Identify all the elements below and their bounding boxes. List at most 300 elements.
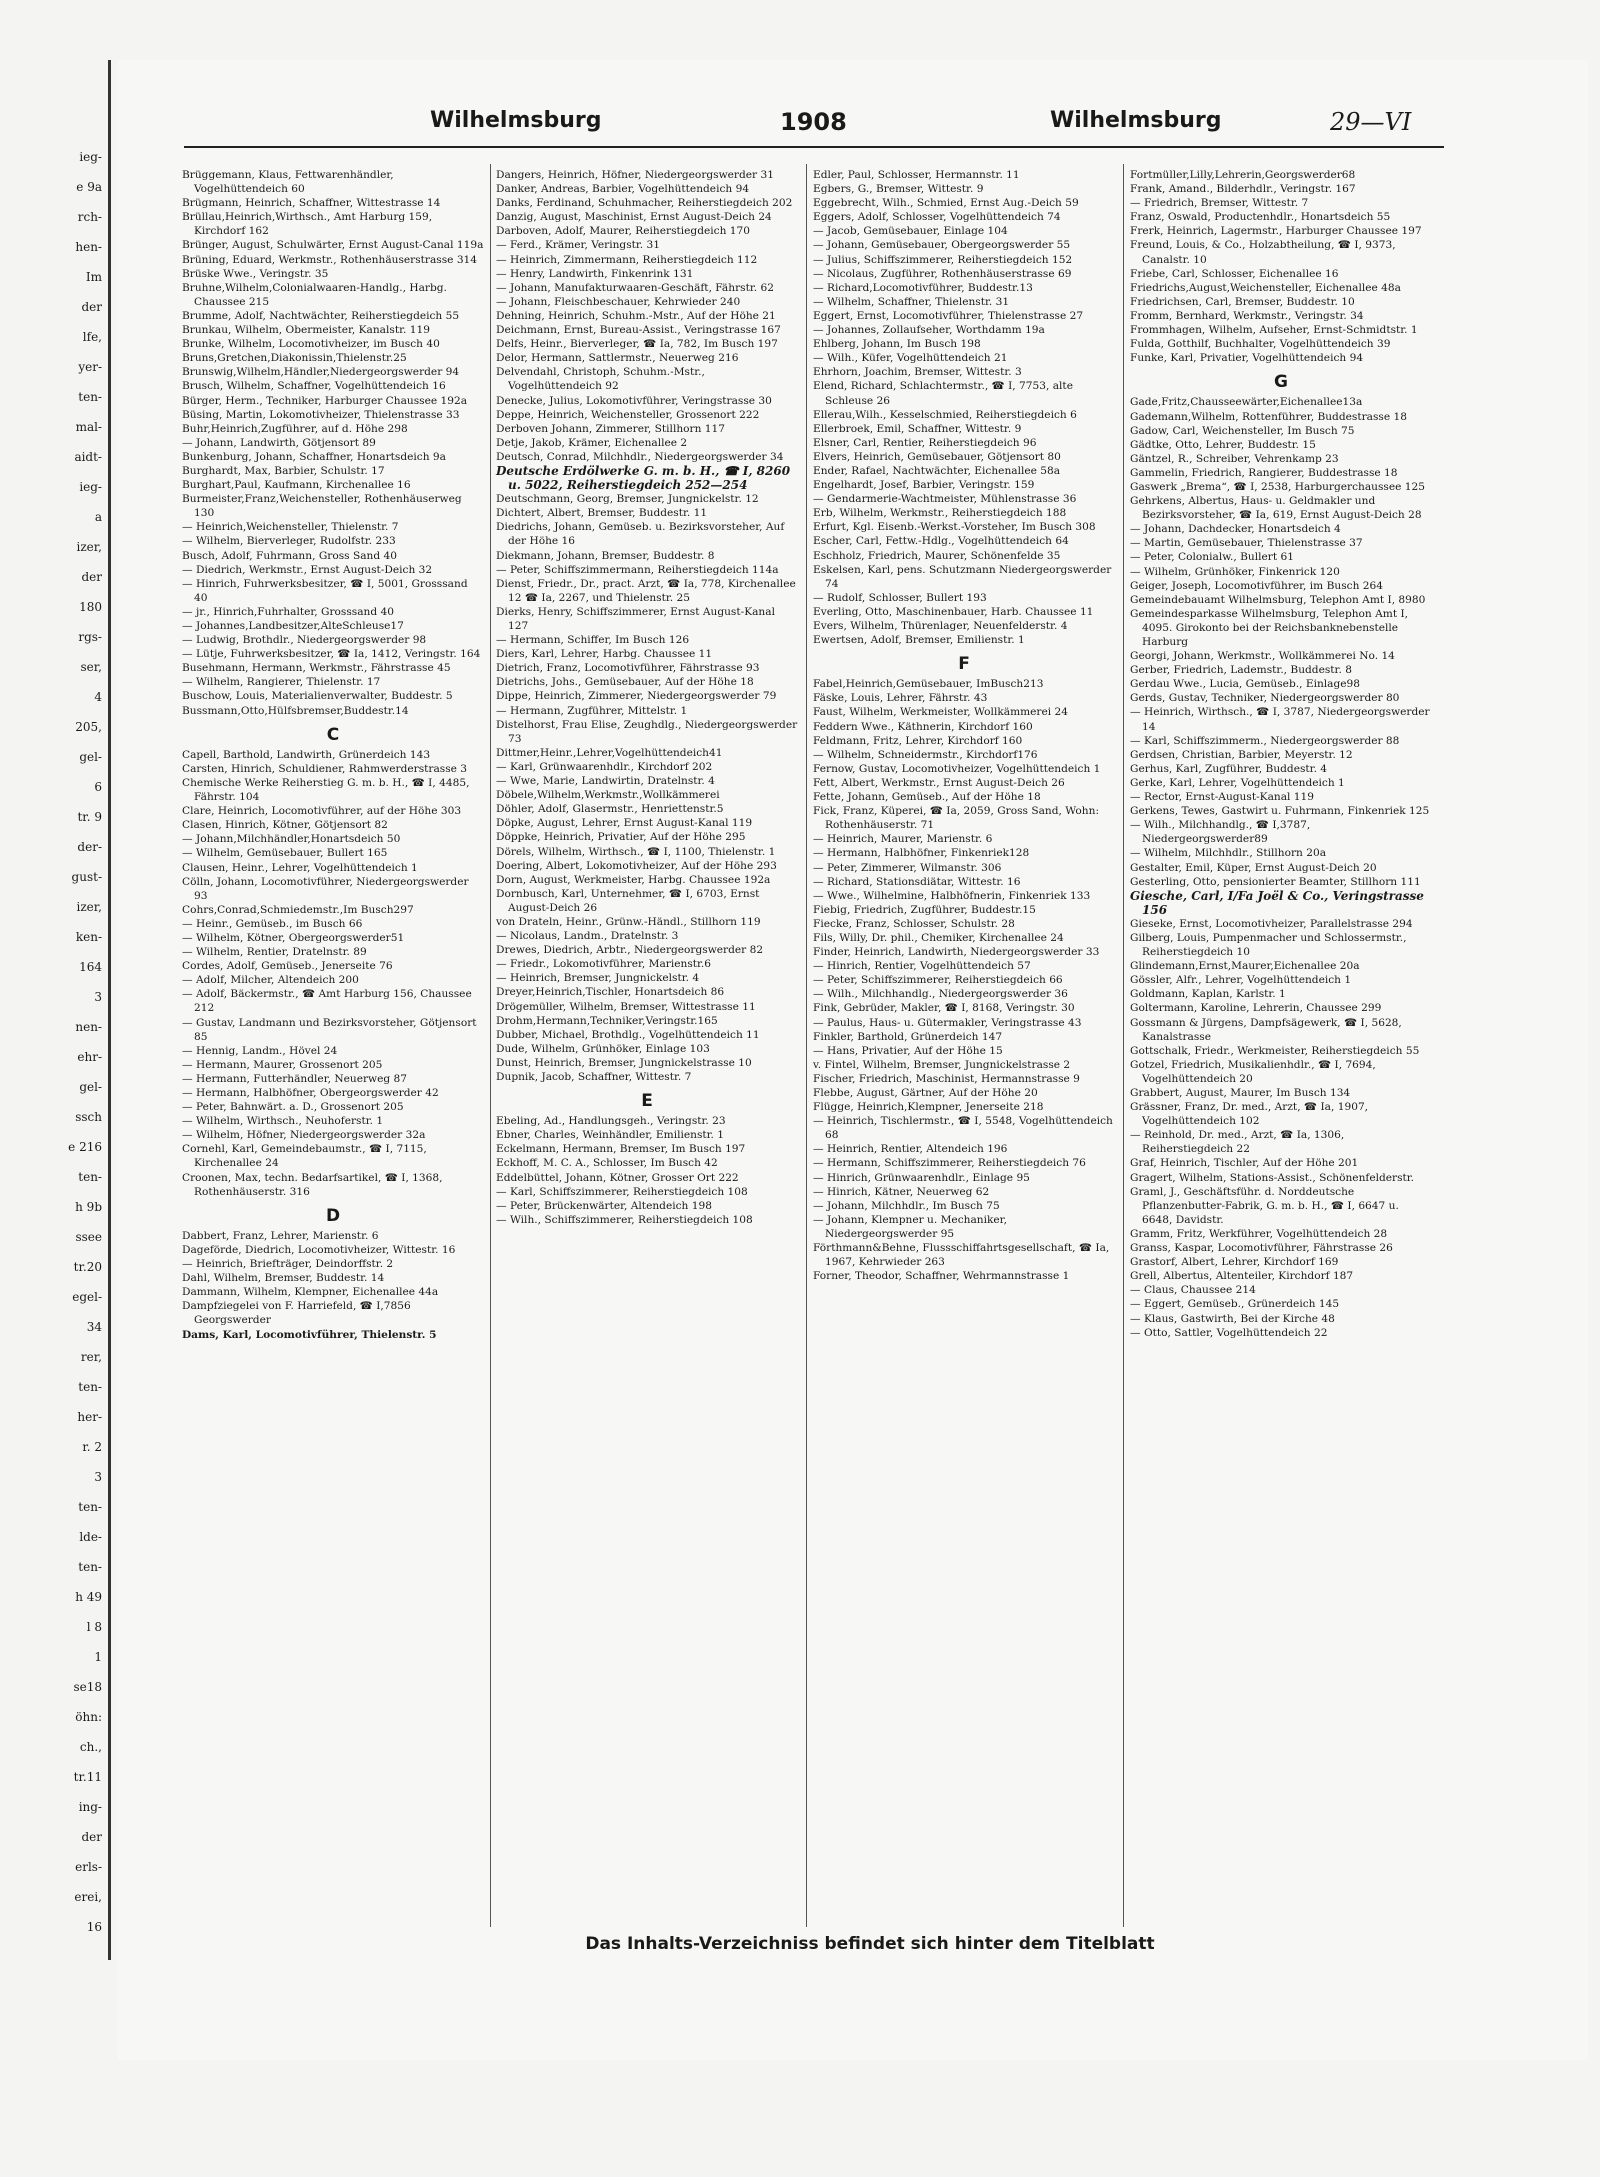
directory-entry: — Ludwig, Brothdlr., Niedergeorgswerder 98	[182, 634, 427, 647]
directory-entry: Delfs, Heinr., Bierverleger, ☎ Ia, 782, Im Busch 197	[496, 338, 778, 351]
directory-entry: — Wilhelm, Schneidermstr., Kirchdorf176	[813, 748, 1038, 761]
margin-fragment: erei,	[74, 1890, 102, 1904]
directory-entry: Elvers, Heinrich, Gemüsebauer, Götjensort 80	[813, 450, 1061, 463]
margin-fragment: a	[94, 510, 102, 524]
directory-entry: — Wilhelm, Grünhöker, Finkenrick 120	[1130, 565, 1340, 578]
directory-entry: — Hermann, Maurer, Grossenort 205	[182, 1058, 383, 1071]
directory-entry: Dageförde, Diedrich, Locomotivheizer, Wittestr. 16	[182, 1243, 456, 1256]
directory-entry: Burmeister,Franz,Weichensteller, Rothenhäuserweg 130	[182, 493, 462, 520]
margin-fragment: yer-	[78, 360, 102, 374]
directory-entry: — Richard, Stationsdiätar, Wittestr. 16	[813, 875, 1021, 888]
directory-entry: — Adolf, Milcher, Altendeich 200	[182, 974, 359, 987]
running-header	[180, 108, 1450, 142]
directory-entry: — Johannes,Landbesitzer,AlteSchleuse17	[182, 620, 404, 632]
directory-entry: Ellerau,Wilh., Kesselschmied, Reiherstiegdeich 6	[813, 408, 1077, 421]
directory-entry: — Heinrich, Briefträger, Deindorffstr. 2	[182, 1258, 394, 1271]
directory-entry: — Hermann, Schiffer, Im Busch 126	[496, 634, 690, 647]
directory-entry: Goltermann, Karoline, Lehrerin, Chaussee 299	[1130, 1002, 1382, 1015]
margin-fragment: ehr-	[77, 1050, 102, 1064]
margin-fragment: 34	[86, 1320, 102, 1334]
directory-entry: Fromm, Bernhard, Werkmstr., Veringstr. 34	[1130, 309, 1364, 322]
directory-entry: Flügge, Heinrich,Klempner, Jenerseite 218	[813, 1101, 1044, 1114]
directory-entry: Brusch, Wilhelm, Schaffner, Vogelhüttendeich 16	[182, 380, 446, 393]
directory-entry: — Heinrich,Weichensteller, Thielenstr. 7	[182, 521, 399, 534]
directory-entry: — Eggert, Gemüseb., Grünerdeich 145	[1130, 1298, 1340, 1311]
directory-entry: — Rudolf, Schlosser, Bullert 193	[813, 591, 987, 604]
directory-entry: Funke, Karl, Privatier, Vogelhüttendeich 94	[1130, 352, 1364, 365]
directory-entry: Ehlberg, Johann, Im Busch 198	[813, 338, 981, 351]
column-1	[182, 168, 484, 1342]
directory-entry: Cohrs,Conrad,Schmiedemstr.,Im Busch297	[182, 903, 414, 916]
directory-entry: Gäntzel, R., Schreiber, Vehrenkamp 23	[1130, 452, 1339, 465]
directory-entry: — Heinrich, Rentier, Altendeich 196	[813, 1143, 1008, 1156]
directory-entry: Denecke, Julius, Lokomotivführer, Veringstrasse 30	[496, 394, 772, 407]
directory-entry: Bürger, Herm., Techniker, Harburger Chaussee 192a	[182, 394, 468, 407]
directory-entry: Drohm,Hermann,Techniker,Veringstr.165	[496, 1014, 718, 1027]
margin-fragment: 1	[94, 1650, 102, 1664]
directory-entry: Diedrichs, Johann, Gemüseb. u. Bezirksvorsteher, Auf der Höhe 16	[496, 521, 785, 548]
directory-entry: Brunswig,Wilhelm,Händler,Niedergeorgswerder 94	[182, 366, 460, 379]
directory-entry: Dierks, Henry, Schiffszimmerer, Ernst August-Kanal 127	[496, 605, 775, 632]
margin-fragment: tr.11	[73, 1770, 102, 1784]
directory-entry: Buhr,Heinrich,Zugführer, auf d. Höhe 298	[182, 422, 408, 435]
directory-entry: Goldmann, Kaplan, Karlstr. 1	[1130, 988, 1286, 1001]
directory-entry: Fäske, Louis, Lehrer, Fährstr. 43	[813, 692, 988, 705]
directory-entry: — Karl, Grünwaarenhdlr., Kirchdorf 202	[496, 760, 713, 773]
directory-entry: Deichmann, Ernst, Bureau-Assist., Veringstrasse 167	[496, 324, 781, 337]
directory-entry: — Johannes, Zollaufseher, Worthdamm 19a	[813, 324, 1045, 337]
directory-entry: Bruns,Gretchen,Diakonissin,Thielenstr.25	[182, 352, 407, 365]
margin-fragment: gel-	[79, 750, 102, 764]
directory-entry: Eddelbüttel, Johann, Kötner, Grosser Ort 222	[496, 1171, 739, 1184]
margin-fragment: ssee	[75, 1230, 102, 1244]
directory-entry: Dunst, Heinrich, Bremser, Jungnickelstrasse 10	[496, 1056, 752, 1069]
column-divider	[1123, 164, 1124, 1927]
directory-entry: Brüning, Eduard, Werkmstr., Rothenhäuserstrasse 314	[182, 253, 478, 266]
directory-entry: Egbers, G., Bremser, Wittestr. 9	[813, 183, 984, 196]
directory-entry: Gemeindebauamt Wilhelmsburg, Telephon Amt I, 8980	[1130, 593, 1426, 606]
directory-entry: Erfurt, Kgl. Eisenb.-Werkst.-Vorsteher, Im Busch 308	[813, 521, 1096, 534]
directory-entry: — Wilh., Milchhandlg., ☎ I,3787, Niedergeorgswerder89	[1130, 819, 1311, 846]
directory-entry: — Peter, Bahnwärt. a. D., Grossenort 205	[182, 1101, 404, 1114]
margin-fragment: lde-	[79, 1530, 102, 1544]
directory-entry: Brünger, August, Schulwärter, Ernst August-Canal 119a	[182, 239, 484, 252]
directory-entry: Engelhardt, Josef, Barbier, Veringstr. 159	[813, 479, 1035, 492]
header-town-left: Wilhelmsburg	[430, 108, 602, 133]
directory-entry: Derboven Johann, Zimmerer, Stillhorn 117	[496, 422, 726, 435]
margin-fragment: h 49	[75, 1590, 102, 1604]
margin-fragment: 3	[94, 1470, 102, 1484]
directory-entry: — Heinrich, Bremser, Jungnickelstr. 4	[496, 972, 700, 985]
directory-entry: Fette, Johann, Gemüseb., Auf der Höhe 18	[813, 791, 1041, 804]
directory-entry: Brüllau,Heinrich,Wirthsch., Amt Harburg 159, Kirchdorf 162	[182, 211, 433, 238]
directory-entry: Cölln, Johann, Locomotivführer, Niedergeorgswerder 93	[182, 875, 469, 902]
directory-entry: Gerber, Friedrich, Lademstr., Buddestr. 8	[1130, 664, 1352, 677]
margin-fragment: ssch	[75, 1110, 102, 1124]
directory-entry: Gerhus, Karl, Zugführer, Buddestr. 4	[1130, 762, 1328, 775]
directory-entry: Dahl, Wilhelm, Bremser, Buddestr. 14	[182, 1272, 385, 1285]
directory-entry: Dippe, Heinrich, Zimmerer, Niedergeorgswerder 79	[496, 690, 777, 703]
margin-fragment: der-	[77, 840, 102, 854]
margin-fragment: 164	[79, 960, 102, 974]
directory-entry: Eschholz, Friedrich, Maurer, Schönenfelde 35	[813, 549, 1061, 562]
directory-entry: — Wilhelm, Bierverleger, Rudolfstr. 233	[182, 535, 396, 548]
margin-fragment: ch.,	[79, 1740, 102, 1754]
margin-fragment: hen-	[75, 240, 102, 254]
directory-entry: — Karl, Schiffszimmerm., Niedergeorgswerder 88	[1130, 734, 1400, 747]
directory-entry: Förthmann&Behne, Flussschiffahrtsgesellschaft, ☎ Ia, 1967, Kehrwieder 263	[813, 1242, 1110, 1269]
directory-entry: Ewertsen, Adolf, Bremser, Emilienstr. 1	[813, 634, 1025, 647]
directory-entry: Franz, Oswald, Productenhdlr., Honartsdeich 55	[1130, 211, 1391, 224]
directory-entry: Dammann, Wilhelm, Klempner, Eichenallee 44a	[182, 1286, 439, 1299]
margin-fragment: ten-	[78, 1380, 102, 1394]
directory-entry: — jr., Hinrich,Fuhrhalter, Grosssand 40	[182, 605, 395, 618]
directory-entry: Friedrichsen, Carl, Bremser, Buddestr. 10	[1130, 295, 1355, 308]
directory-entry: — Hinrich, Kätner, Neuerweg 62	[813, 1185, 990, 1198]
directory-entry: Georgi, Johann, Werkmstr., Wollkämmerei No. 14	[1130, 650, 1395, 663]
directory-entry: Fick, Franz, Küperei, ☎ Ia, 2059, Gross Sand, Wohn: Rothenhäuserstr. 71	[813, 805, 1100, 832]
directory-entry: Grabbert, August, Maurer, Im Busch 134	[1130, 1087, 1351, 1099]
directory-entry: Grässner, Franz, Dr. med., Arzt, ☎ Ia, 1907, Vogelhüttendeich 102	[1130, 1101, 1369, 1128]
directory-entry: Gaswerk „Brema“, ☎ I, 2538, Harburgerchaussee 125	[1130, 480, 1425, 493]
directory-entry: Friedrichs,August,Weichensteller, Eichenallee 48a	[1130, 281, 1401, 294]
directory-entry: Gilberg, Louis, Pumpenmacher und Schlossermstr., Reiherstiegdeich 10	[1130, 931, 1407, 959]
directory-entry: Escher, Carl, Fettw.-Hdlg., Vogelhüttendeich 64	[813, 535, 1069, 548]
directory-entry: — Hermann, Futterhändler, Neuerweg 87	[182, 1072, 407, 1085]
margin-fragment: der	[81, 1830, 102, 1844]
directory-entry: von Drateln, Heinr., Grünw.-Händl., Stillhorn 119	[496, 915, 761, 928]
directory-entry: Eckhoff, M. C. A., Schlosser, Im Busch 42	[496, 1157, 718, 1170]
directory-entry: — Johann, Fleischbeschauer, Kehrwieder 240	[496, 295, 741, 308]
margin-fragment: her-	[77, 1410, 102, 1424]
directory-entry: Gesterling, Otto, pensionierter Beamter, Stillhorn 111	[1130, 875, 1421, 888]
margin-fragment: mal-	[75, 420, 102, 434]
letter-heading: G	[1274, 372, 1288, 393]
directory-entry: Edler, Paul, Schlosser, Hermannstr. 11	[813, 169, 1020, 181]
directory-entry: Bussmann,Otto,Hülfsbremser,Buddestr.14	[182, 704, 409, 717]
directory-entry: Dubber, Michael, Brothdlg., Vogelhüttendeich 11	[496, 1028, 760, 1041]
directory-entry: — Peter, Schiffszimmermann, Reiherstiegdeich 114a	[496, 563, 779, 576]
directory-entry: — Johann, Dachdecker, Honartsdeich 4	[1130, 523, 1341, 536]
directory-entry: Eggers, Adolf, Schlosser, Vogelhüttendeich 74	[813, 211, 1061, 224]
directory-entry: — Heinrich, Tischlermstr., ☎ I, 5548, Vogelhüttendeich 68	[813, 1115, 1113, 1142]
directory-entry: — Johann, Milchhdlr., Im Busch 75	[813, 1199, 1000, 1212]
margin-fragment: tr. 9	[77, 810, 102, 824]
directory-entry: Graml, J., Geschäftsführ. d. Norddeutsche Pflanzenbutter-Fabrik, G. m. b. H., ☎ I, 6647 u. 6648, Davidstr.	[1130, 1185, 1399, 1226]
margin-fragment: öhn:	[75, 1710, 102, 1724]
margin-fragment: aidt-	[74, 450, 102, 464]
directory-entry: Dampfziegelei von F. Harriefeld, ☎ I,7856 Georgswerder	[182, 1300, 411, 1327]
margin-fragment: 180	[79, 600, 102, 614]
directory-entry: — Hermann, Halbhöfner, Obergeorgswerder 42	[182, 1087, 439, 1099]
margin-fragment: tr.20	[73, 1260, 102, 1274]
directory-entry: Ellerbroek, Emil, Schaffner, Wittestr. 9	[813, 422, 1022, 435]
margin-fragment: ing-	[78, 1800, 102, 1814]
directory-entry: Dienst, Friedr., Dr., pract. Arzt, ☎ Ia, 778, Kirchenallee 12 ☎ Ia, 2267, und Thielenstr. 25	[496, 577, 796, 604]
directory-entry: Cordes, Adolf, Gemüseb., Jenerseite 76	[182, 960, 393, 973]
directory-entry: Delor, Hermann, Sattlermstr., Neuerweg 216	[496, 352, 739, 365]
directory-entry: Dittmer,Heinr.,Lehrer,Vogelhüttendeich41	[496, 746, 723, 759]
directory-entry: — Otto, Sattler, Vogelhüttendeich 22	[1130, 1326, 1328, 1339]
margin-fragment: 16	[86, 1920, 102, 1934]
directory-entry: Deppe, Heinrich, Weichensteller, Grossenort 222	[496, 408, 760, 421]
directory-entry: Burghart,Paul, Kaufmann, Kirchenallee 16	[182, 479, 411, 492]
directory-entry: Detje, Jakob, Krämer, Eichenallee 2	[496, 436, 688, 449]
margin-fragment: ten-	[78, 390, 102, 404]
directory-entry: Feddern Wwe., Käthnerin, Kirchdorf 160	[813, 720, 1033, 733]
directory-entry: Gädtke, Otto, Lehrer, Buddestr. 15	[1130, 438, 1316, 451]
directory-entry: Ebeling, Ad., Handlungsgeh., Veringstr. 23	[496, 1115, 726, 1128]
directory-entry: Gerdsen, Christian, Barbier, Meyerstr. 12	[1130, 748, 1353, 761]
directory-entry: — Paulus, Haus- u. Gütermakler, Veringstrasse 43	[813, 1016, 1082, 1029]
directory-entry: Bruhne,Wilhelm,Colonialwaaren-Handlg., Harbg. Chaussee 215	[182, 281, 447, 308]
directory-entry: Danks, Ferdinand, Schuhmacher, Reiherstiegdeich 202	[496, 197, 793, 210]
directory-entry: Dams, Karl, Locomotivführer, Thielenstr. 5	[182, 1328, 437, 1341]
directory-entry: Darboven, Adolf, Maurer, Reiherstiegdeich 170	[496, 225, 750, 238]
directory-entry: — Wwe., Wilhelmine, Halbhöfnerin, Finkenriek 133	[813, 889, 1091, 902]
directory-entry: — Wilhelm, Höfner, Niedergeorgswerder 32a	[182, 1129, 426, 1142]
margin-fragment: gel-	[79, 1080, 102, 1094]
directory-entry: Gossmann & Jürgens, Dampfsägewerk, ☎ I, 5628, Kanalstrasse	[1130, 1016, 1402, 1043]
letter-heading: F	[958, 654, 970, 675]
directory-entry: Feldmann, Fritz, Lehrer, Kirchdorf 160	[813, 734, 1023, 747]
directory-entry: Brunkau, Wilhelm, Obermeister, Kanalstr. 119	[182, 324, 430, 337]
margin-fragment: ten-	[78, 1170, 102, 1184]
directory-entry: — Wilh., Milchhandlg., Niedergeorgswerder 36	[813, 988, 1068, 1001]
margin-fragment: der	[81, 300, 102, 314]
directory-entry: Döppke, Heinrich, Privatier, Auf der Höhe 295	[496, 831, 746, 844]
directory-entry: — Ferd., Krämer, Veringstr. 31	[496, 239, 661, 252]
directory-entry: Busehmann, Hermann, Werkmstr., Fährstrasse 45	[182, 662, 451, 675]
directory-entry: Capell, Barthold, Landwirth, Grünerdeich 143	[182, 748, 431, 761]
margin-fragment: rch-	[77, 210, 102, 224]
directory-entry: — Peter, Zimmerer, Wilmanstr. 306	[813, 861, 1002, 874]
directory-entry: — Henry, Landwirth, Finkenrink 131	[496, 267, 694, 280]
directory-entry: — Hinrich, Rentier, Vogelhüttendeich 57	[813, 960, 1031, 973]
directory-entry: Fiebig, Friedrich, Zugführer, Buddestr.15	[813, 903, 1036, 916]
directory-entry: — Heinrich, Wirthsch., ☎ I, 3787, Niedergeorgswerder 14	[1130, 706, 1430, 733]
letter-heading: C	[326, 724, 340, 745]
directory-entry: — Wilhelm, Wirthsch., Neuhoferstr. 1	[182, 1115, 384, 1128]
directory-entry: — Hennig, Landm., Hövel 24	[182, 1044, 338, 1057]
directory-entry: Fulda, Gotthilf, Buchhalter, Vogelhüttendeich 39	[1130, 338, 1391, 351]
margin-fragment: ten-	[78, 1500, 102, 1514]
directory-entry: Gerke, Karl, Lehrer, Vogelhüttendeich 1	[1130, 776, 1345, 789]
directory-entry: Döbele,Wilhelm,Werkmstr.,Wollkämmerei	[496, 789, 720, 802]
directory-entry: — Wilh., Schiffszimmerer, Reiherstiegdeich 108	[496, 1213, 753, 1226]
directory-entry: Gerdau Wwe., Lucia, Gemüseb., Einlage98	[1130, 678, 1361, 691]
directory-entry: Graf, Heinrich, Tischler, Auf der Höhe 201	[1130, 1157, 1359, 1170]
directory-entry: Gieseke, Ernst, Locomotivheizer, Parallelstrasse 294	[1130, 917, 1413, 930]
directory-entry: Dörels, Wilhelm, Wirthsch., ☎ I, 1100, Thielenstr. 1	[496, 845, 776, 858]
directory-entry: Everling, Otto, Maschinenbauer, Harb. Chaussee 11	[813, 605, 1094, 618]
directory-entry: Finkler, Barthold, Grünerdeich 147	[813, 1030, 1003, 1043]
directory-entry: — Gustav, Landmann und Bezirksvorsteher, Götjensort 85	[182, 1016, 477, 1043]
margin-fragment: h 9b	[75, 1200, 102, 1214]
directory-entry: — Diedrich, Werkmstr., Ernst August-Deich 32	[182, 563, 433, 576]
footer-notice: Das Inhalts-Verzeichniss befindet sich hinter dem Titelblatt	[585, 1934, 1155, 1954]
directory-entry: Dangers, Heinrich, Höfner, Niedergeorgswerder 31	[496, 169, 774, 181]
directory-entry: Frerk, Heinrich, Lagermstr., Harburger Chaussee 197	[1130, 225, 1422, 238]
directory-entry: — Wilhelm, Milchhdlr., Stillhorn 20a	[1130, 847, 1327, 860]
directory-entry: Danker, Andreas, Barbier, Vogelhüttendeich 94	[496, 183, 750, 196]
directory-entry: Clausen, Heinr., Lehrer, Vogelhüttendeich 1	[182, 861, 418, 874]
directory-entry: Gammelin, Friedrich, Rangierer, Buddestrasse 18	[1130, 466, 1398, 479]
directory-entry: Forner, Theodor, Schaffner, Wehrmannstrasse 1	[813, 1270, 1070, 1283]
directory-entry: Clasen, Hinrich, Kötner, Götjensort 82	[182, 819, 388, 832]
directory-entry: — Wilhelm, Rangierer, Thielenstr. 17	[182, 676, 381, 689]
margin-fragment: Im	[85, 270, 102, 284]
directory-entry: — Karl, Schiffszimmerer, Reiherstiegdeich 108	[496, 1185, 748, 1198]
margin-fragment: 3	[94, 990, 102, 1004]
directory-entry: Elsner, Carl, Rentier, Reiherstiegdeich 96	[813, 436, 1037, 449]
directory-entry: Brunke, Wilhelm, Locomotivheizer, im Busch 40	[182, 338, 440, 351]
margin-fragment: 6	[94, 780, 102, 794]
directory-entry: — Claus, Chaussee 214	[1130, 1284, 1256, 1297]
directory-entry: Fiecke, Franz, Schlosser, Schulstr. 28	[813, 917, 1015, 930]
header-year: 1908	[780, 108, 847, 136]
margin-fragment: gust-	[71, 870, 102, 884]
directory-entry: Geiger, Joseph, Locomotivführer, im Busch 264	[1130, 579, 1383, 592]
directory-entry: — Heinrich, Zimmermann, Reiherstiegdeich 112	[496, 253, 758, 266]
directory-entry: Dehning, Heinrich, Schuhm.-Mstr., Auf der Höhe 21	[496, 309, 776, 322]
directory-entry: Dupnik, Jacob, Schaffner, Wittestr. 7	[496, 1071, 692, 1083]
margin-fragment: lfe,	[82, 330, 102, 344]
directory-entry: Grell, Albertus, Altenteiler, Kirchdorf 187	[1130, 1270, 1354, 1283]
directory-entry: Dabbert, Franz, Lehrer, Marienstr. 6	[182, 1229, 379, 1242]
directory-entry: Friebe, Carl, Schlosser, Eichenallee 16	[1130, 267, 1339, 280]
directory-entry: Deutsche Erdölwerke G. m. b. H., ☎ I, 8260 u. 5022, Reiherstiegdeich 252—254	[496, 463, 791, 493]
directory-entry: — Hinrich, Fuhrwerksbesitzer, ☎ I, 5001, Grosssand 40	[182, 577, 468, 604]
column-2	[496, 168, 798, 1227]
directory-entry: Gössler, Alfr., Lehrer, Vogelhüttendeich 1	[1130, 974, 1352, 987]
margin-fragment: 4	[94, 690, 102, 704]
directory-entry: Finder, Heinrich, Landwirth, Niedergeorgswerder 33	[813, 946, 1100, 959]
margin-fragment: der	[81, 570, 102, 584]
column-3	[813, 168, 1115, 1283]
directory-entry: — Nicolaus, Landm., Dratelnstr. 3	[496, 930, 679, 943]
header-rule	[184, 146, 1444, 148]
directory-entry: — Martin, Gemüsebauer, Thielenstrasse 37	[1130, 537, 1363, 550]
directory-entry: Gottschalk, Friedr., Werkmeister, Reiherstiegdeich 55	[1130, 1044, 1420, 1057]
directory-entry: Gehrkens, Albertus, Haus- u. Geldmakler und Bezirksvorsteher, ☎ Ia, 619, Ernst August-Deich 28	[1130, 495, 1422, 522]
directory-entry: Grastorf, Albert, Lehrer, Kirchdorf 169	[1130, 1256, 1339, 1269]
directory-entry: Gerkens, Tewes, Gastwirt u. Fuhrmann, Finkenriek 125	[1130, 805, 1430, 818]
directory-entry: Freund, Louis, & Co., Holzabtheilung, ☎ I, 9373, Canalstr. 10	[1130, 239, 1396, 266]
margin-fragment: ser,	[80, 660, 102, 674]
margin-fragment: e 216	[68, 1140, 102, 1154]
directory-entry: — Hermann, Halbhöfner, Finkenriek128	[813, 847, 1030, 860]
directory-entry: Dude, Wilhelm, Grünhöker, Einlage 103	[496, 1042, 710, 1055]
directory-entry: — Wilh., Küfer, Vogelhüttendeich 21	[813, 352, 1008, 365]
directory-entry: Granss, Kaspar, Locomotivführer, Fährstrasse 26	[1130, 1242, 1393, 1255]
directory-entry: Eggert, Ernst, Locomotivführer, Thielenstrasse 27	[813, 309, 1084, 322]
directory-entry: Dornbusch, Karl, Unternehmer, ☎ I, 6703, Ernst August-Deich 26	[496, 887, 760, 914]
directory-entry: Gademann,Wilhelm, Rottenführer, Buddestrasse 18	[1130, 410, 1407, 423]
margin-fragment: erls-	[75, 1860, 102, 1874]
margin-fragment: izer,	[76, 540, 102, 554]
directory-entry: — Friedrich, Bremser, Wittestr. 7	[1130, 197, 1309, 210]
directory-entry: Diekmann, Johann, Bremser, Buddestr. 8	[496, 549, 715, 562]
directory-entry: — Johann, Landwirth, Götjensort 89	[182, 436, 376, 449]
directory-entry: Distelhorst, Frau Elise, Zeughdlg., Niedergeorgswerder 73	[496, 718, 798, 745]
directory-entry: — Peter, Schiffszimmerer, Reiherstiegdeich 66	[813, 974, 1063, 987]
directory-entry: — Wwe, Marie, Landwirtin, Dratelnstr. 4	[496, 775, 715, 788]
margin-fragment: nen-	[75, 1020, 102, 1034]
directory-entry: Fortmüller,Lilly,Lehrerin,Georgswerder68	[1130, 169, 1356, 181]
directory-entry: — Adolf, Bäckermstr., ☎ Amt Harburg 156, Chaussee 212	[182, 988, 472, 1015]
directory-entry: Dietrich, Franz, Locomotivführer, Fährstrasse 93	[496, 662, 760, 675]
directory-entry: Delvendahl, Christoph, Schuhm.-Mstr., Vogelhüttendeich 92	[496, 366, 705, 393]
column-divider	[806, 164, 807, 1927]
directory-entry: Eskelsen, Karl, pens. Schutzmann Niedergeorgswerder 74	[813, 563, 1112, 590]
directory-entry: Drewes, Diedrich, Arbtr., Niedergeorgswerder 82	[496, 944, 764, 957]
directory-entry: Busch, Adolf, Fuhrmann, Gross Sand 40	[182, 549, 397, 562]
directory-entry: Ebner, Charles, Weinhändler, Emilienstr. 1	[496, 1129, 725, 1142]
directory-entry: Eckelmann, Hermann, Bremser, Im Busch 197	[496, 1143, 746, 1156]
directory-entry: — Johann,Milchhändler,Honartsdeich 50	[182, 833, 401, 846]
directory-entry: Gragert, Wilhelm, Stations-Assist., Schönenfelderstr.	[1130, 1171, 1415, 1184]
directory-entry: Erb, Wilhelm, Werkmstr., Reiherstiegdeich 188	[813, 507, 1067, 520]
directory-entry: Glindemann,Ernst,Maurer,Eichenallee 20a	[1130, 960, 1360, 973]
letter-heading: D	[325, 1205, 341, 1226]
directory-entry: — Friedr., Lokomotivführer, Marienstr.6	[496, 958, 712, 971]
directory-entry: Ehrhorn, Joachim, Bremser, Wittestr. 3	[813, 366, 1022, 379]
directory-entry: Fabel,Heinrich,Gemüsebauer, ImBusch213	[813, 678, 1044, 691]
directory-entry: Drögemüller, Wilhelm, Bremser, Wittestrasse 11	[496, 1000, 756, 1013]
directory-entry: Burghardt, Max, Barbier, Schulstr. 17	[182, 464, 385, 477]
directory-entry: Döhler, Adolf, Glasermstr., Henriettenstr.5	[496, 803, 724, 816]
directory-entry: Brumme, Adolf, Nachtwächter, Reiherstiegdeich 55	[182, 309, 460, 322]
adjacent-page-fragment	[0, 60, 111, 1960]
directory-entry: Croonen, Max, techn. Bedarfsartikel, ☎ I, 1368, Rothenhäuserstr. 316	[182, 1171, 443, 1198]
margin-fragment: ieg-	[79, 480, 102, 494]
directory-entry: Fett, Albert, Werkmstr., Ernst August-Deich 26	[813, 776, 1065, 789]
margin-fragment: izer,	[76, 900, 102, 914]
directory-entry: Gramm, Fritz, Werkführer, Vogelhüttendeich 28	[1130, 1227, 1388, 1240]
margin-fragment: r. 2	[82, 1440, 102, 1454]
directory-entry: — Gendarmerie-Wachtmeister, Mühlenstrasse 36	[813, 493, 1077, 506]
margin-fragment: egel-	[72, 1290, 102, 1304]
directory-entry: — Hans, Privatier, Auf der Höhe 15	[813, 1044, 1003, 1057]
directory-entry: Bunkenburg, Johann, Schaffner, Honartsdeich 9a	[182, 450, 446, 463]
directory-entry: — Lütje, Fuhrwerksbesitzer, ☎ Ia, 1412, Veringstr. 164	[182, 648, 481, 661]
margin-fragment: se18	[73, 1680, 102, 1694]
directory-entry: Frommhagen, Wilhelm, Aufseher, Ernst-Schmidtstr. 1	[1130, 324, 1418, 337]
directory-entry: Evers, Wilhelm, Thürenlager, Neuenfelderstr. 4	[813, 620, 1068, 632]
directory-entry: — Peter, Brückenwärter, Altendeich 198	[496, 1199, 712, 1212]
directory-entry: Buschow, Louis, Materialienverwalter, Buddestr. 5	[182, 690, 453, 703]
margin-fragment: ieg-	[79, 150, 102, 164]
directory-entry: Fernow, Gustav, Locomotivheizer, Vogelhüttendeich 1	[813, 762, 1101, 775]
directory-entry: Elend, Richard, Schlachtermstr., ☎ I, 7753, alte Schleuse 26	[813, 380, 1073, 407]
directory-entry: — Reinhold, Dr. med., Arzt, ☎ Ia, 1306, Reiherstiegdeich 22	[1130, 1129, 1345, 1156]
directory-entry: — Rector, Ernst-August-Kanal 119	[1130, 791, 1314, 804]
directory-entry: Deutschmann, Georg, Bremser, Jungnickelstr. 12	[496, 493, 759, 506]
margin-fragment: 205,	[75, 720, 102, 734]
directory-entry: Eggebrecht, Wilh., Schmied, Ernst Aug.-Deich 59	[813, 197, 1079, 210]
directory-entry: — Peter, Colonialw., Bullert 61	[1130, 551, 1294, 564]
directory-entry: — Heinrich, Maurer, Marienstr. 6	[813, 833, 993, 846]
header-town-right: Wilhelmsburg	[1050, 108, 1222, 133]
letter-heading: E	[641, 1091, 653, 1112]
directory-entry: Carsten, Hinrich, Schuldiener, Rahmwerderstrasse 3	[182, 762, 468, 775]
directory-entry: Gotzel, Friedrich, Musikalienhdlr., ☎ I, 7694, Vogelhüttendeich 20	[1130, 1058, 1376, 1085]
directory-entry: Diers, Karl, Lehrer, Harbg. Chaussee 11	[496, 648, 713, 661]
directory-entry: — Wilhelm, Rentier, Dratelnstr. 89	[182, 946, 367, 959]
directory-entry: Fink, Gebrüder, Makler, ☎ I, 8168, Veringstr. 30	[813, 1002, 1075, 1015]
directory-entry: — Hinrich, Grünwaarenhdlr., Einlage 95	[813, 1171, 1030, 1184]
